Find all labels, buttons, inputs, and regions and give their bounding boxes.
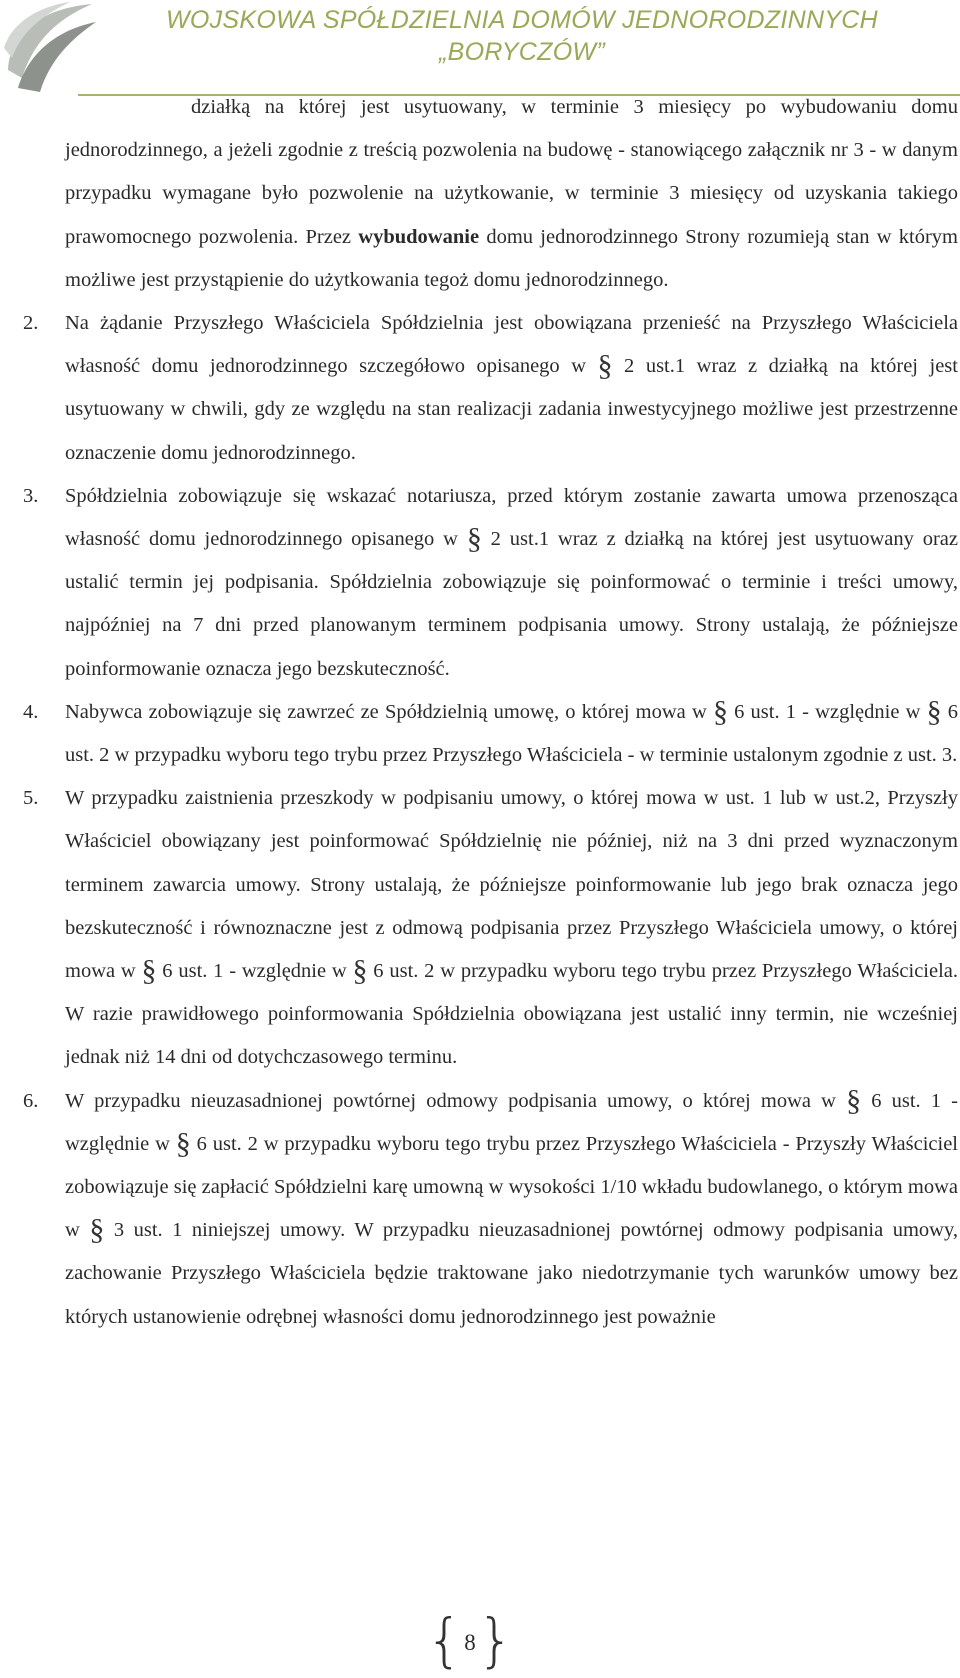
list-item-4 [23, 691, 959, 777]
section-sign: § [597, 349, 613, 383]
section-sign: § [89, 1213, 105, 1247]
item-text: 6 ust. 2 w przypadku wyboru tego trybu przez Przyszłego Właściciela - Przyszły Właściciel zobowiązuje się zapłacić Spółdzielni karę umowną w wysokości 1/10 wkładu budowlanego, o którym mowa w [65, 1132, 958, 1242]
page-number: 8 [464, 1630, 476, 1655]
list-item-3 [23, 475, 958, 691]
paragraph-text: domu jednorodzinnego Strony rozumieją stan w którym możliwe jest przystąpienie do użytkowania tegoż domu jednorodzinnego. [65, 225, 959, 291]
item-number: 5. [23, 787, 39, 810]
header-title-line2: „BORYCZÓW” [439, 38, 605, 66]
item-text: W przypadku zaistnienia przeszkody w podpisaniu umowy, o której mowa w ust. 1 lub w ust.2, Przyszły Właściciel obowiązany jest poinformować Spółdzielnię nie później, niż na 3 dni przed wyznaczonym terminem zawarcia umowy. Strony ustalają, że późniejsze poinformowanie lub jego brak oznacza jego bezskuteczność i równoznaczne jest z odmową podpisania przez Przyszłego Właściciela umowy, o której mowa w [65, 787, 958, 983]
item-number: 6. [23, 1089, 39, 1112]
item-text: 2 ust.1 wraz z działką na której jest usytuowany w chwili, gdy ze względu na stan realizacji zadania inwestycyjnego możliwe jest przestrzenne oznaczenie domu jednorodzinnego. [65, 355, 958, 464]
header-title-line1: WOJSKOWA SPÓŁDZIELNIA DOMÓW JEDNORODZINNYCH [165, 6, 879, 34]
left-brace: { [426, 1606, 463, 1674]
item-number: 3. [23, 484, 39, 507]
list-item-2 [23, 302, 958, 475]
section-sign: § [712, 694, 728, 728]
item-text: 6 ust. 2 w przypadku wyboru tego trybu przez Przyszłego Właściciela. W razie prawidłowego poinformowania Spółdzielnia obowiązana jest ustalić inny termin, nie wcześniej jednak niż 14 dni od dotychczasowego terminu. [65, 960, 959, 1069]
leaf-swirl-logo [0, 0, 100, 100]
item-text: Nabywca zobowiązuje się zawrzeć ze Spółdzielnią umowę, o której mowa w [65, 700, 713, 723]
paragraph-text: działką na której jest usytuowany, w terminie 3 miesięcy po wybudowaniu domu jednorodzinnego, a jeżeli zgodnie z treścią pozwolenia na budowę - stanowiącego załącznik nr 3 - w danym przypadku wymagane było pozwolenie na użytkowanie, w terminie 3 miesięcy od uzyskania takiego prawomocnego pozwolenia. Przez [65, 96, 958, 248]
item-text: 6 ust. 1 - względnie w [156, 960, 353, 983]
item-text: W przypadku nieuzasadnionej powtórnej odmowy podpisania umowy, o której mowa w [65, 1089, 847, 1112]
item-text: 2 ust.1 wraz z działką na której jest usytuowany oraz ustalić termin jej podpisania. Spółdzielnia zobowiązuje się poinformować o terminie i treści umowy, najpóźniej na 7 dni przed planowanym terminem podpisania umowy. Strony ustalają, że późniejsze poinformowanie oznacza jego bezskuteczność. [65, 528, 958, 680]
item-text: 3 ust. 1 niniejszej umowy. W przypadku nieuzasadnionej powtórnej odmowy podpisania umowy, zachowanie Przyszłego Właściciela będzie traktowane jako niedotrzymanie tych warunków umowy bez których ustanowienie odrębnej własności domu jednorodzinnego jest poważnie [65, 1219, 959, 1328]
list-item-5 [23, 777, 959, 1079]
list-item-6 [23, 1080, 959, 1339]
page-footer [420, 1606, 520, 1674]
item-text: Na żądanie Przyszłego Właściciela Spółdzielnia jest obowiązana przenieść na Przyszłego Właściciela własność domu jednorodzinnego szczegółowo opisanego w [65, 312, 958, 378]
item-number: 2. [23, 312, 39, 335]
section-sign: § [175, 1126, 191, 1160]
item-text: 6 ust. 1 - względnie w [65, 1089, 958, 1155]
section-sign: § [926, 694, 942, 728]
item-text: Spółdzielnia zobowiązuje się wskazać notariusza, przed którym zostanie zawarta umowa przenosząca własność domu jednorodzinnego opisanego w [65, 484, 958, 551]
section-sign: § [141, 954, 157, 988]
right-brace: } [477, 1606, 514, 1674]
bold-term: wybudowanie [358, 225, 480, 248]
document-body [23, 86, 959, 1339]
item-text: 6 ust. 2 w przypadku wyboru tego trybu przez Przyszłego Właściciela - w terminie ustalonym zgodnie z ust. 3. [65, 700, 959, 767]
paragraph-continuation [65, 86, 958, 302]
section-sign: § [846, 1083, 862, 1117]
section-sign: § [352, 954, 368, 988]
header-title [112, 4, 932, 68]
item-number: 4. [23, 700, 39, 723]
item-text: 6 ust. 1 - względnie w [727, 700, 927, 723]
section-sign: § [466, 522, 482, 556]
